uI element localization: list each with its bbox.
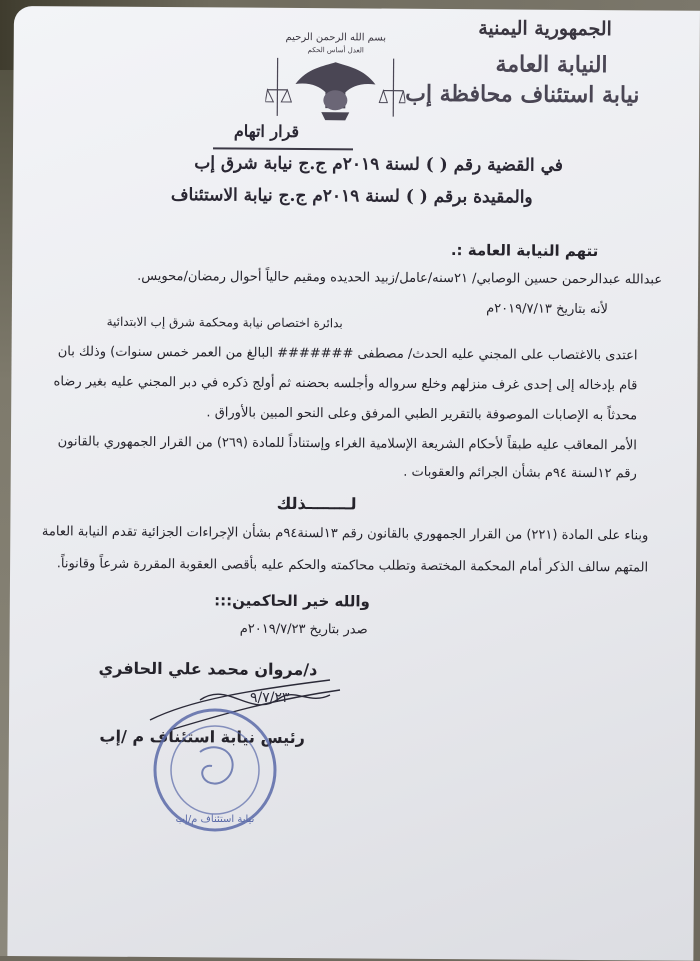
- accuser-heading: تتهم النيابة العامة :.: [451, 241, 599, 260]
- document-page: [7, 6, 700, 961]
- signer-title: رئيس نيابة استئناف م /إب: [99, 727, 305, 747]
- signer-name: د/مروان محمد علي الحافري: [98, 659, 317, 680]
- accused-details: عبدالله عبدالرحمن حسين الوصابي/ ٢١سنه/عامل/زبيد الحديده ومقيم حالياً أحوال رمضان/محويس.: [137, 269, 662, 288]
- title-underline: [213, 147, 353, 149]
- stamp-label: نيابة استئناف م/إب: [176, 814, 255, 825]
- case-register-line: والمقيدة برقم ( ) لسنة ٢٠١٩م ج.ج نيابة الاستئناف: [171, 185, 533, 208]
- header-country: الجمهورية اليمنية: [478, 17, 612, 40]
- yemen-emblem-icon: [265, 28, 406, 129]
- jurisdiction-line: بدائرة اختصاص نيابة ومحكمة شرق إب الابتدائية: [107, 315, 343, 331]
- document-title: قرار اتهام: [234, 122, 299, 141]
- basis-line-1: وبناء على المادة (٢٢١) من القرار الجمهوري بالقانون رقم ١٣لسنة٩٤م بشأن الإجراءات الجزائية تقدم النيابة العامة: [42, 524, 648, 543]
- charge-line-2: قام بإدخاله إلى إحدى غرف منزلهم وخلع سرواله وأجلسه بحضنه ثم أولج ذكره في دبر المجني عليه بغير رضاه: [53, 374, 637, 393]
- therefore-heading: لــــــــذلك: [277, 494, 357, 514]
- header-authority: النيابة العامة: [495, 51, 607, 78]
- emblem-basmala: بسم الله الرحمن الرحيم: [285, 32, 386, 44]
- basis-line-2: المتهم سالف الذكر أمام المحكمة المختصة وتطلب محاكمته والحكم عليه بأقصى العقوبة المقررة شرعاً وقانوناً.: [57, 556, 648, 575]
- official-stamp: [140, 700, 290, 840]
- closing-phrase: والله خير الحاكمين:::: [214, 591, 370, 610]
- case-number-line: في القضية رقم ( ) لسنة ٢٠١٩م ج.ج نيابة شرق إب: [194, 153, 563, 176]
- law-line-2: رقم ١٢لسنة ٩٤م بشأن الجرائم والعقوبات .: [403, 465, 637, 482]
- emblem-motto: العدل أساس الحكم: [308, 45, 364, 54]
- header-office: نيابة استئناف محافظة إب: [405, 81, 639, 109]
- incident-date: لأنه بتاريخ ٢٠١٩/٧/١٣م: [486, 301, 608, 317]
- handwritten-date: ٩/٧/٢٣: [250, 690, 290, 706]
- issue-date: صدر بتاريخ ٢٠١٩/٧/٢٣م: [240, 622, 368, 638]
- charge-line-1: اعتدى بالاغتصاب على المجني عليه الحدث/ مصطفى ####### البالغ من العمر خمس سنوات) وذلك بان: [58, 344, 638, 363]
- charge-line-3: محدثاً به الإصابات الموصوفة بالتقرير الطبي المرفق وعلى النحو المبين بالأوراق .: [206, 405, 637, 423]
- law-line-1: الأمر المعاقب عليه طبقاً لأحكام الشريعة الإسلامية الغراء وإستناداً للمادة (٢٦٩) من القرار الجمهوري بالقانون: [58, 434, 637, 453]
